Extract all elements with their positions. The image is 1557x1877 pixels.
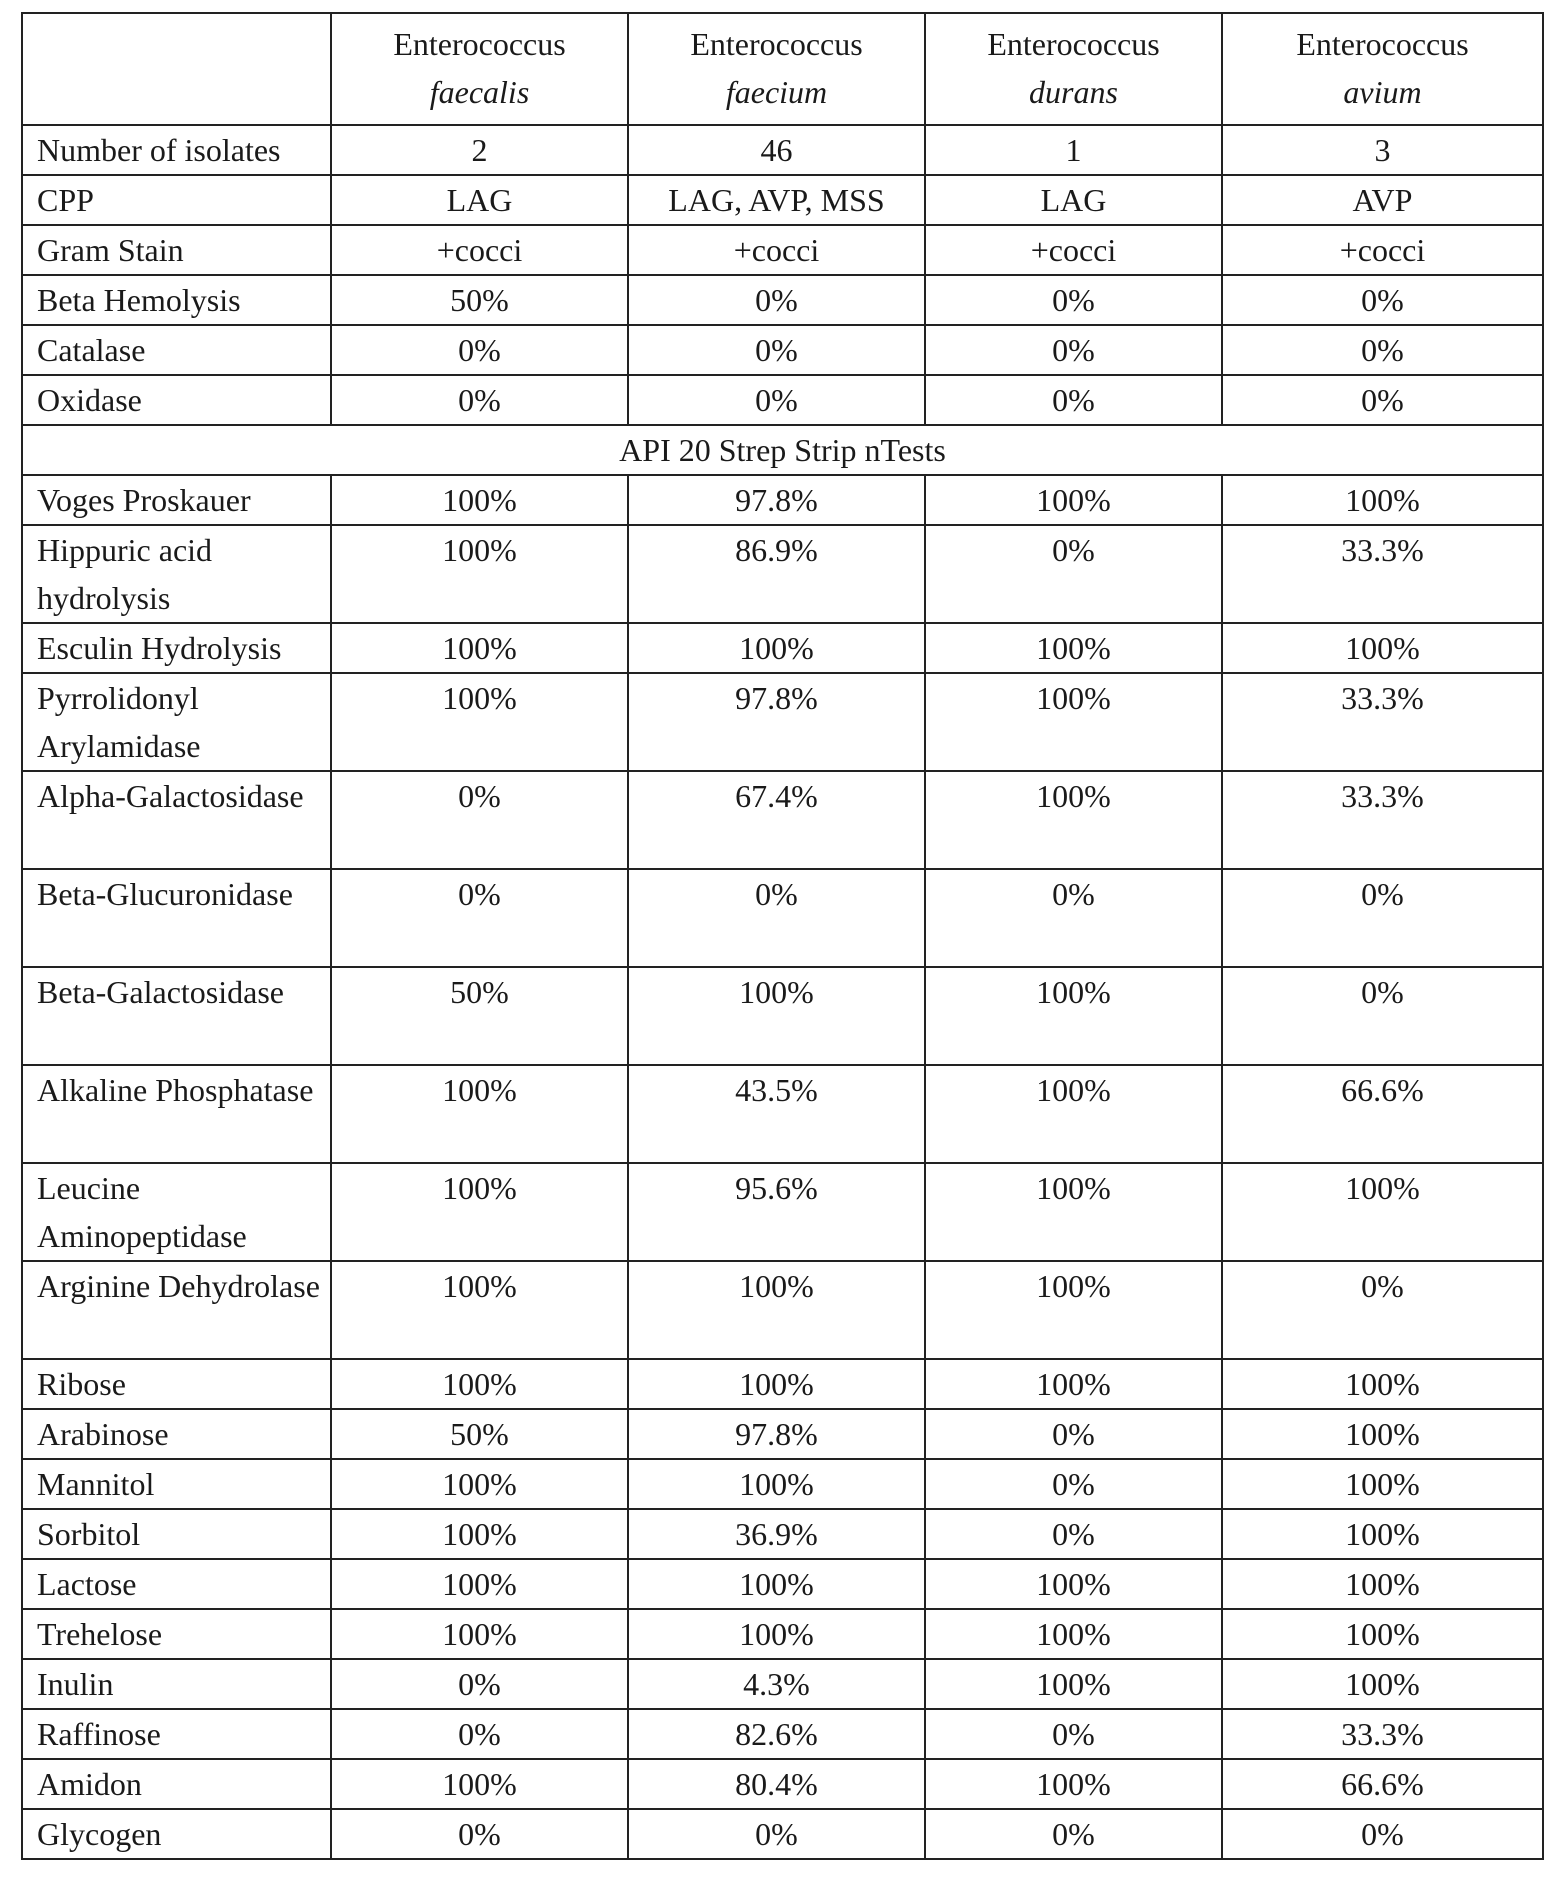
value-cell: 100% — [1222, 1559, 1543, 1609]
value-cell: 97.8% — [628, 475, 925, 525]
value-cell: 0% — [925, 1709, 1222, 1759]
value-cell: 100% — [925, 1659, 1222, 1709]
table-row — [22, 1359, 1543, 1409]
value-cell: 100% — [925, 1609, 1222, 1659]
table-row — [22, 967, 1543, 1065]
value-cell: 66.6% — [1222, 1759, 1543, 1809]
table-row — [22, 1261, 1543, 1359]
section-title: API 20 Strep Strip nTests — [22, 425, 1543, 475]
row-label: Alkaline Phosphatase — [22, 1065, 331, 1163]
value-cell: LAG — [331, 175, 628, 225]
value-cell: 100% — [925, 967, 1222, 1065]
row-label: Glycogen — [22, 1809, 331, 1859]
row-label: Mannitol — [22, 1459, 331, 1509]
value-cell: 0% — [331, 1659, 628, 1709]
value-cell: 0% — [331, 375, 628, 425]
column-header — [1222, 13, 1543, 125]
value-cell: +cocci — [331, 225, 628, 275]
value-cell: 0% — [1222, 1809, 1543, 1859]
row-label: Beta-Glucuronidase — [22, 869, 331, 967]
value-cell: AVP — [1222, 175, 1543, 225]
value-cell: 0% — [1222, 869, 1543, 967]
section-header-row — [22, 425, 1543, 475]
value-cell: 50% — [331, 275, 628, 325]
value-cell: 100% — [925, 1163, 1222, 1261]
column-genus: Enterococcus — [1296, 26, 1469, 62]
column-header — [925, 13, 1222, 125]
value-cell: 100% — [628, 1559, 925, 1609]
value-cell: 66.6% — [1222, 1065, 1543, 1163]
table-row — [22, 1509, 1543, 1559]
row-label: Arginine Dehydrolase — [22, 1261, 331, 1359]
value-cell: 0% — [628, 1809, 925, 1859]
value-cell: 0% — [925, 275, 1222, 325]
value-cell: 82.6% — [628, 1709, 925, 1759]
table-row — [22, 225, 1543, 275]
value-cell: 86.9% — [628, 525, 925, 623]
value-cell: 43.5% — [628, 1065, 925, 1163]
row-label: Gram Stain — [22, 225, 331, 275]
value-cell: 100% — [1222, 1163, 1543, 1261]
value-cell: 100% — [331, 1163, 628, 1261]
value-cell: 36.9% — [628, 1509, 925, 1559]
value-cell: 100% — [331, 623, 628, 673]
value-cell: 0% — [925, 525, 1222, 623]
value-cell: 0% — [1222, 967, 1543, 1065]
value-cell: 0% — [925, 1509, 1222, 1559]
value-cell: 100% — [925, 1759, 1222, 1809]
table-row — [22, 869, 1543, 967]
value-cell: 0% — [1222, 275, 1543, 325]
value-cell: 97.8% — [628, 1409, 925, 1459]
value-cell: 100% — [925, 475, 1222, 525]
table-row — [22, 1759, 1543, 1809]
table-row — [22, 1559, 1543, 1609]
row-label: Lactose — [22, 1559, 331, 1609]
column-species: faecium — [725, 74, 828, 110]
value-cell: 100% — [628, 967, 925, 1065]
table-row — [22, 771, 1543, 869]
value-cell: 0% — [628, 325, 925, 375]
value-cell: +cocci — [925, 225, 1222, 275]
column-species: avium — [1343, 74, 1422, 110]
value-cell: 95.6% — [628, 1163, 925, 1261]
row-label: Alpha-Galactosidase — [22, 771, 331, 869]
value-cell: 100% — [1222, 1659, 1543, 1709]
table-row — [22, 673, 1543, 771]
value-cell: 0% — [925, 375, 1222, 425]
value-cell: 100% — [331, 1459, 628, 1509]
data-table-container — [21, 12, 1542, 1860]
value-cell: LAG, AVP, MSS — [628, 175, 925, 225]
table-row — [22, 325, 1543, 375]
value-cell: 100% — [331, 673, 628, 771]
value-cell: 33.3% — [1222, 673, 1543, 771]
value-cell: 0% — [1222, 375, 1543, 425]
value-cell: 100% — [628, 623, 925, 673]
value-cell: 33.3% — [1222, 525, 1543, 623]
value-cell: 100% — [628, 1261, 925, 1359]
value-cell: 100% — [331, 1261, 628, 1359]
value-cell: 50% — [331, 967, 628, 1065]
value-cell: 0% — [1222, 325, 1543, 375]
value-cell: 0% — [331, 325, 628, 375]
column-genus: Enterococcus — [393, 26, 566, 62]
value-cell: 100% — [925, 1065, 1222, 1163]
column-header — [628, 13, 925, 125]
table-body — [22, 13, 1543, 1859]
value-cell: 100% — [925, 673, 1222, 771]
value-cell: 1 — [925, 125, 1222, 175]
row-label: Beta-Galactosidase — [22, 967, 331, 1065]
value-cell: 100% — [331, 1359, 628, 1409]
value-cell: 33.3% — [1222, 1709, 1543, 1759]
table-row — [22, 175, 1543, 225]
row-label: Sorbitol — [22, 1509, 331, 1559]
row-label: Esculin Hydrolysis — [22, 623, 331, 673]
value-cell: 0% — [331, 771, 628, 869]
table-row — [22, 1659, 1543, 1709]
value-cell: 100% — [925, 1559, 1222, 1609]
value-cell: 0% — [628, 275, 925, 325]
value-cell: 100% — [628, 1359, 925, 1409]
value-cell: +cocci — [1222, 225, 1543, 275]
value-cell: 100% — [1222, 623, 1543, 673]
row-label: Ribose — [22, 1359, 331, 1409]
value-cell: 100% — [1222, 1509, 1543, 1559]
value-cell: 100% — [331, 1509, 628, 1559]
row-label: Amidon — [22, 1759, 331, 1809]
value-cell: 0% — [331, 1809, 628, 1859]
header-corner-cell — [22, 13, 331, 125]
row-label: Inulin — [22, 1659, 331, 1709]
value-cell: 0% — [1222, 1261, 1543, 1359]
value-cell: 2 — [331, 125, 628, 175]
value-cell: 100% — [1222, 475, 1543, 525]
table-row — [22, 1709, 1543, 1759]
value-cell: 80.4% — [628, 1759, 925, 1809]
value-cell: 100% — [925, 623, 1222, 673]
value-cell: 3 — [1222, 125, 1543, 175]
value-cell: 100% — [331, 475, 628, 525]
value-cell: 100% — [1222, 1459, 1543, 1509]
table-row — [22, 1459, 1543, 1509]
value-cell: 0% — [925, 1459, 1222, 1509]
row-label: Voges Proskauer — [22, 475, 331, 525]
table-row — [22, 1163, 1543, 1261]
table-row — [22, 125, 1543, 175]
table-row — [22, 475, 1543, 525]
value-cell: 100% — [331, 1065, 628, 1163]
value-cell: 100% — [925, 1261, 1222, 1359]
value-cell: 0% — [925, 869, 1222, 967]
row-label: Number of isolates — [22, 125, 331, 175]
value-cell: 100% — [331, 1559, 628, 1609]
row-label: CPP — [22, 175, 331, 225]
value-cell: 0% — [331, 869, 628, 967]
row-label: Beta Hemolysis — [22, 275, 331, 325]
table-row — [22, 525, 1543, 623]
table-row — [22, 1065, 1543, 1163]
value-cell: 0% — [925, 1809, 1222, 1859]
row-label: Leucine Aminopeptidase — [22, 1163, 331, 1261]
value-cell: 0% — [925, 325, 1222, 375]
value-cell: 0% — [331, 1709, 628, 1759]
value-cell: 0% — [925, 1409, 1222, 1459]
row-label: Arabinose — [22, 1409, 331, 1459]
value-cell: 100% — [331, 525, 628, 623]
row-label: Catalase — [22, 325, 331, 375]
value-cell: 100% — [331, 1759, 628, 1809]
table-row — [22, 1409, 1543, 1459]
row-label: Trehelose — [22, 1609, 331, 1659]
row-label: Raffinose — [22, 1709, 331, 1759]
value-cell: 100% — [628, 1609, 925, 1659]
row-label: Hippuric acid hydrolysis — [22, 525, 331, 623]
column-species: durans — [1029, 74, 1118, 110]
value-cell: 100% — [331, 1609, 628, 1659]
value-cell: +cocci — [628, 225, 925, 275]
value-cell: 4.3% — [628, 1659, 925, 1709]
value-cell: 97.8% — [628, 673, 925, 771]
column-genus: Enterococcus — [987, 26, 1160, 62]
table-row — [22, 375, 1543, 425]
column-header — [331, 13, 628, 125]
row-label: Pyrrolidonyl Arylamidase — [22, 673, 331, 771]
column-genus: Enterococcus — [690, 26, 863, 62]
table-row — [22, 623, 1543, 673]
enterococcus-characteristics-table — [21, 12, 1544, 1860]
value-cell: LAG — [925, 175, 1222, 225]
value-cell: 0% — [628, 869, 925, 967]
table-row — [22, 1809, 1543, 1859]
value-cell: 67.4% — [628, 771, 925, 869]
column-species: faecalis — [429, 74, 530, 110]
value-cell: 33.3% — [1222, 771, 1543, 869]
value-cell: 100% — [925, 771, 1222, 869]
header-row — [22, 13, 1543, 125]
table-row — [22, 275, 1543, 325]
value-cell: 46 — [628, 125, 925, 175]
value-cell: 100% — [1222, 1359, 1543, 1409]
value-cell: 100% — [1222, 1409, 1543, 1459]
row-label: Oxidase — [22, 375, 331, 425]
value-cell: 50% — [331, 1409, 628, 1459]
table-row — [22, 1609, 1543, 1659]
value-cell: 100% — [1222, 1609, 1543, 1659]
value-cell: 100% — [925, 1359, 1222, 1409]
value-cell: 0% — [628, 375, 925, 425]
value-cell: 100% — [628, 1459, 925, 1509]
